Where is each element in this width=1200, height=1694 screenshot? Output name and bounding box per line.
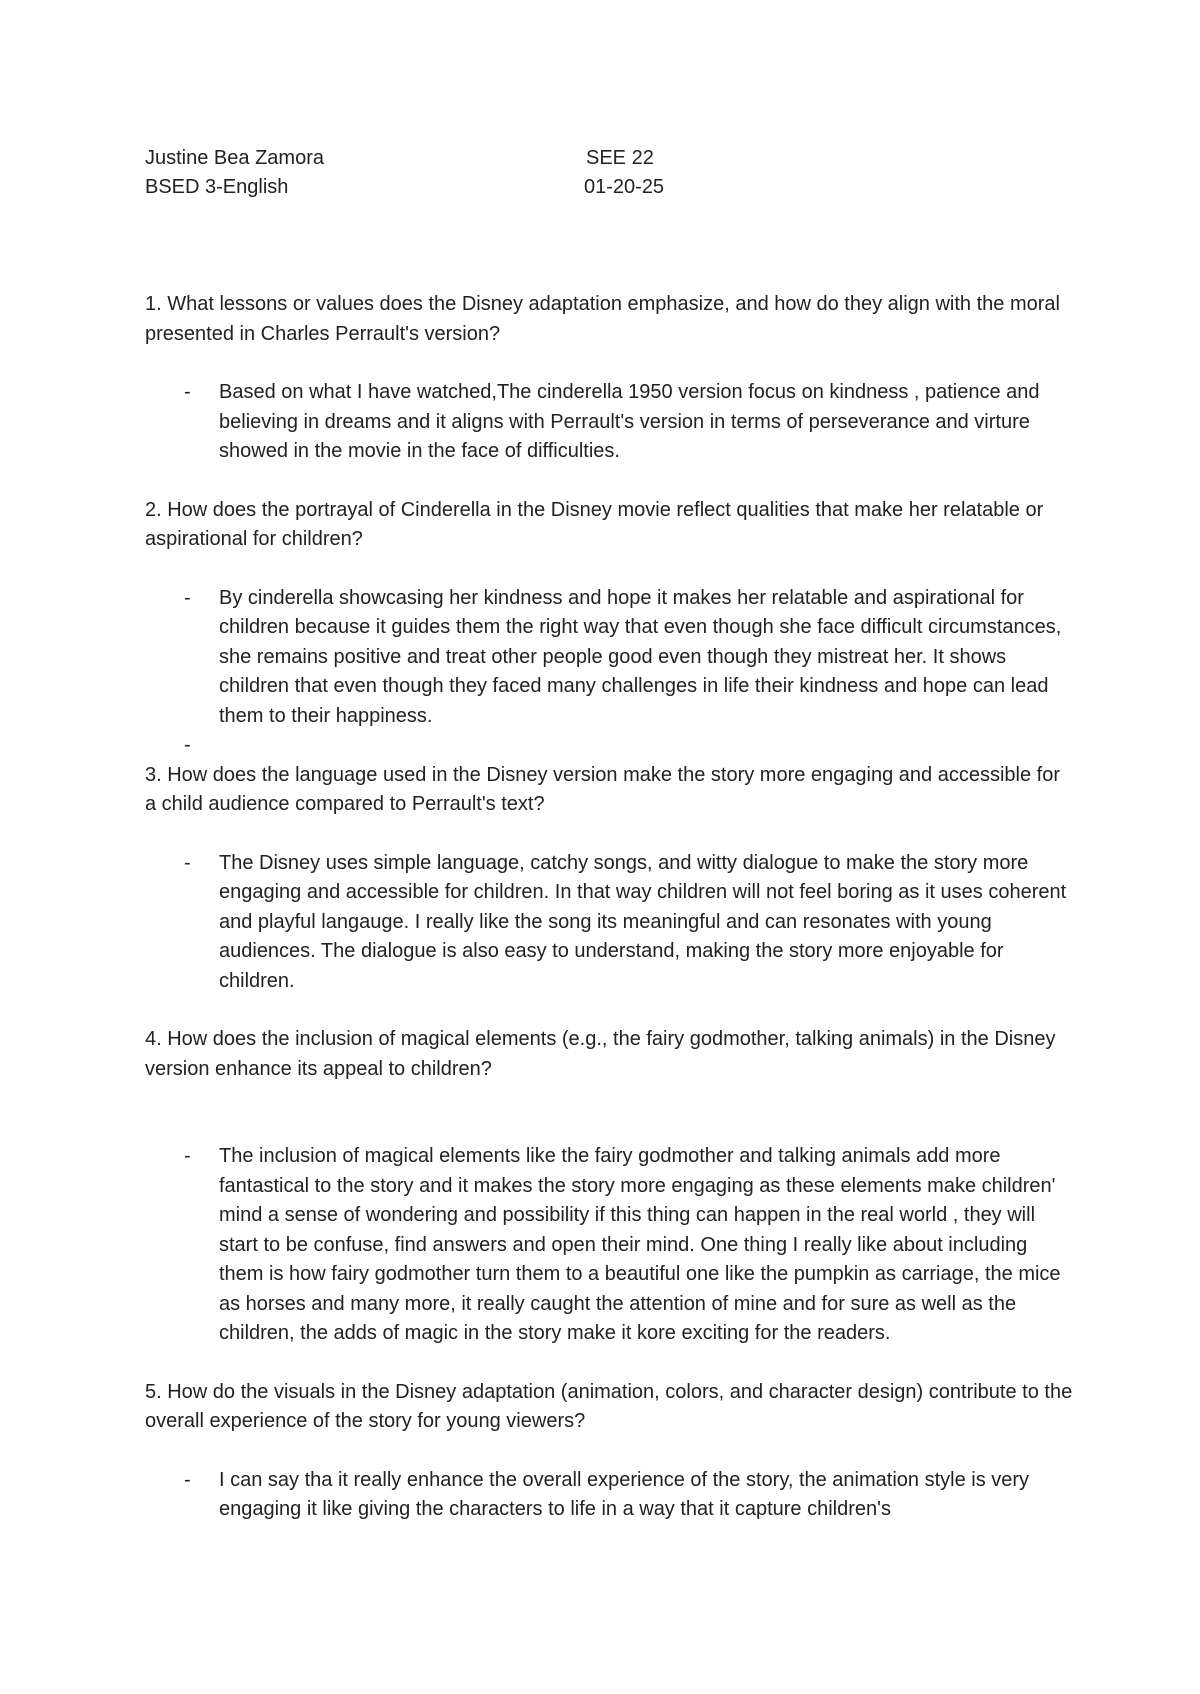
student-name: Justine Bea Zamora <box>145 147 324 169</box>
student-course: BSED 3-English <box>145 176 289 198</box>
answer-5-text: I can say tha it really enhance the overall experience of the story, the animation style is very engaging it like giving the characters to life in a way that it capture children's <box>219 1468 1030 1520</box>
questions-section <box>145 290 1075 1554</box>
subject-code: SEE 22 <box>586 147 654 169</box>
bullet-dash: - <box>184 1145 191 1167</box>
question-5: 5. How do the visuals in the Disney adaptation (animation, colors, and character design) contribute to the overall experience of the story for young viewers? <box>145 1380 1073 1432</box>
question-2: 2. How does the portrayal of Cinderella in the Disney movie reflect qualities that make her relatable or aspirational for children? <box>145 498 1044 550</box>
bullet-dash: - <box>184 586 191 609</box>
answer-1-text: Based on what I have watched,The cinderella 1950 version focus on kindness , patience and believing in dreams and it aligns with Perrault's version in terms of perseverance and virture showed in the movie in the face of difficulties. <box>219 381 1040 462</box>
answer-2-text: By cinderella showcasing her kindness and hope it makes her relatable and aspirational for children because it guides them the right way that even though she face difficult circumstances, she remains positive and treat other people good even though they mistreat her. It shows children that even though they faced many challenges in life their kindness and hope can lead them to their happiness. <box>219 586 1062 727</box>
blank-line <box>145 1084 1075 1113</box>
answer-2 <box>145 584 1075 732</box>
bullet-dash: - <box>184 851 191 874</box>
answer-1 <box>145 378 1075 467</box>
question-1: 1. What lessons or values does the Disney adaptation emphasize, and how do they align with the moral presented in Charles Perrault's version? <box>145 293 1060 345</box>
bullet-dash: - <box>184 381 191 403</box>
answer-5 <box>145 1466 1075 1525</box>
question-3: 3. How does the language used in the Disney version make the story more engaging and accessible for a child audience compared to Perrault's text? <box>145 763 1060 815</box>
submission-date: 01-20-25 <box>584 176 665 198</box>
answer-4-text: The inclusion of magical elements like the fairy godmother and talking animals add more fantastical to the story and it makes the story more engaging as these elements make children' mind a sense of wondering and possibility if this thing can happen in the real world , they will start to be confuse, find answers and open their mind. One thing I really like about including them is how fairy godmother turn them to a beautiful one like the pumpkin as carriage, the mice as horses and many more, it really caught the attention of mine and for sure as well as the children, the adds of magic in the story make it kore exciting for the readers. <box>219 1145 1061 1344</box>
empty-bullet <box>145 731 1075 761</box>
bullet-dash: - <box>184 1468 191 1491</box>
answer-4 <box>145 1142 1075 1349</box>
answer-3-text: The Disney uses simple language, catchy songs, and witty dialogue to make the story more engaging and accessible for children. In that way children will not feel boring as it uses coherent and playful langauge. I really like the song its meaningful and can resonates with young audiences. The dialogue is also easy to understand, making the story more enjoyable for children. <box>219 851 1067 992</box>
answer-3 <box>145 849 1075 997</box>
question-4: 4. How does the inclusion of magical elements (e.g., the fairy godmother, talking animals) in the Disney version enhance its appeal to children? <box>145 1028 1056 1080</box>
bullet-dash: - <box>184 734 191 756</box>
